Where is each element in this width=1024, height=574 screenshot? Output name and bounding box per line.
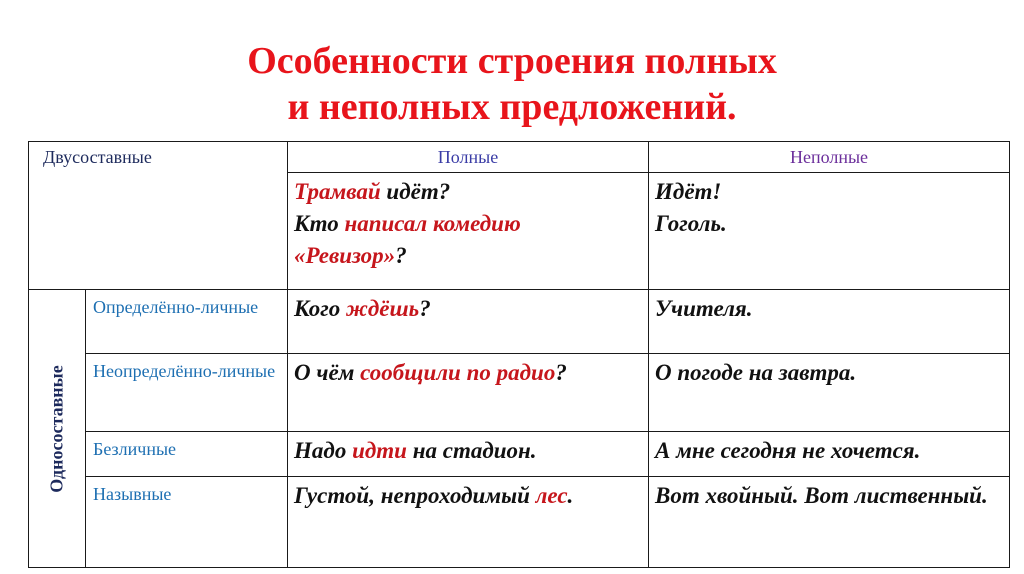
full-indefinite-personal — [288, 354, 649, 432]
full-text-pre: Кого — [294, 296, 346, 321]
two-part-full-cell — [288, 173, 649, 290]
full-text-post: на стадион. — [406, 438, 537, 463]
incomplete-nominative: Вот хвойный. Вот лиственный. — [649, 477, 1010, 568]
two-part-incomplete-cell — [649, 173, 1010, 290]
incomplete-impersonal: А мне сегодня не хочется. — [649, 432, 1010, 477]
full-text-highlight: сообщили по радио — [360, 360, 556, 385]
two-part-incomplete-l2: Гоголь. — [655, 211, 727, 236]
header-two-part: Двусоставные — [29, 142, 288, 290]
two-part-full-l1-rest: идёт? — [380, 179, 451, 204]
header-full: Полные — [288, 142, 649, 173]
two-part-full-l3-rest: ? — [395, 243, 407, 268]
one-part-label: Односоставные — [46, 364, 67, 493]
full-text-post: ? — [419, 296, 431, 321]
full-text-highlight: ждёшь — [345, 296, 420, 321]
two-part-incomplete-l1: Идёт! — [655, 179, 722, 204]
full-text-pre: О чём — [294, 360, 361, 385]
full-text-highlight: идти — [352, 438, 407, 463]
type-nominative: Назывные — [86, 477, 288, 568]
title-line-2: и неполных предложений. — [287, 86, 737, 128]
table-row — [29, 354, 1010, 432]
two-part-full-l2-hl: написал комедию — [344, 211, 521, 236]
type-definite-personal: Определённо-личные — [86, 290, 288, 354]
table-row — [29, 142, 1010, 173]
incomplete-indefinite-personal: О погоде на завтра. — [649, 354, 1010, 432]
type-indefinite-personal: Неопределённо-личные — [86, 354, 288, 432]
one-part-label-cell — [29, 290, 86, 568]
table-row — [29, 432, 1010, 477]
full-text-highlight: лес — [535, 483, 568, 508]
slide-title — [0, 38, 1024, 130]
table-row — [29, 477, 1010, 568]
full-text-post: . — [567, 483, 574, 508]
type-impersonal: Безличные — [86, 432, 288, 477]
incomplete-definite-personal: Учителя. — [649, 290, 1010, 354]
title-line-1: Особенности строения полных — [247, 40, 777, 82]
full-nominative — [288, 477, 649, 568]
sentences-table — [28, 141, 1010, 568]
full-definite-personal — [288, 290, 649, 354]
table-row — [29, 290, 1010, 354]
full-text-pre: Надо — [294, 438, 353, 463]
two-part-full-l2-pre: Кто — [294, 211, 345, 236]
two-part-full-l1-hl: Трамвай — [294, 179, 381, 204]
full-text-pre: Густой, непроходимый — [294, 483, 536, 508]
full-impersonal — [288, 432, 649, 477]
two-part-full-l3-hl: «Ревизор» — [294, 243, 396, 268]
header-incomplete: Неполные — [649, 142, 1010, 173]
full-text-post: ? — [555, 360, 567, 385]
